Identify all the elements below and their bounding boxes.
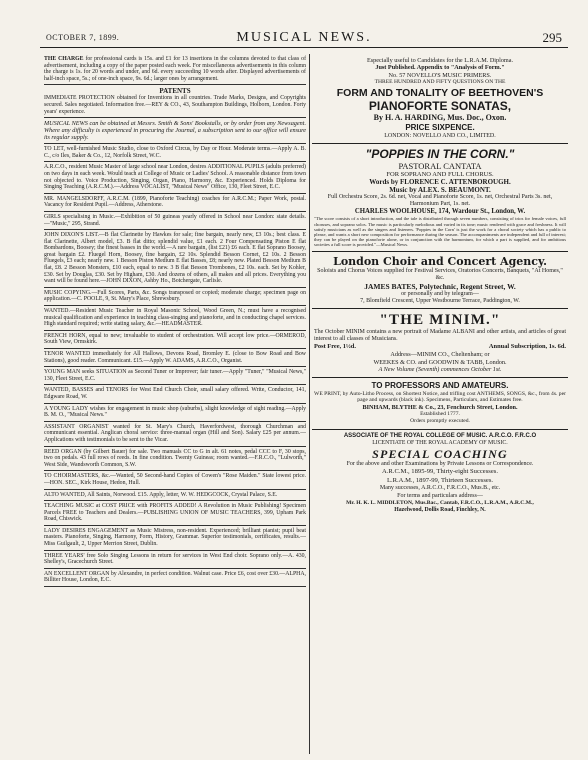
minim-volume: A New Volume (Seventh) commences October 1st. bbox=[378, 366, 502, 374]
beethoven-title1: FORM AND TONALITY OF BEETHOVEN'S bbox=[336, 86, 544, 99]
beethoven-line1: Especially useful to Candidates for the L.R.A.M. Diploma. bbox=[366, 57, 514, 64]
classified-ad: AN EXCELLENT ORGAN by Alexandre, in perfect condition. Walnut case. Price £6, cost over £30.—ALPHA, Billiter House, London, E.C. bbox=[44, 569, 306, 587]
beethoven-publisher: LONDON: NOVELLO AND CO., LIMITED. bbox=[384, 132, 496, 139]
beethoven-line2: Just Published. Appendix to "Analysis of Form." bbox=[375, 64, 505, 72]
classified-ad: A.R.C.O., resident Music Master of large school near London, desires ADDITIONAL PUPILS (adults preferred) on two days in each week. Would teach at College of Music or Ladies' School. A reasonable distance from town not objected to. Voice Production, Singing, Organ, Piano, Harmony, &c. Experienced. Holds Diploma for Singing Teaching (A.R.C.M.).—Address VOCALIST, "Musical News" Office, 130, Fleet Street, E.C. bbox=[44, 162, 306, 193]
left-column bbox=[44, 54, 306, 754]
poppies-review: "The score consists of a short introduction, and the tale is distributed through seven numbers, consisting of trios for female voices, full choruses, and soprano solos. The music is particularly melodious and varied in its tone; music rendered with grace and freshness. It will satisfy musicians as well as the singers and listeners. 'Poppies in the Corn' is just the work for a choral society which has a public to please, and wants a short new composition for performance during the season. The accompaniments are independent and full of interest; they can be played on the pianoforte alone, or in conjunction with the harmonium, for which a part is supplied, and for ambitious societies a full score is provided."—Musical News. bbox=[314, 216, 566, 248]
classified-ad: LADY DESIRES ENGAGEMENT as Music Mistress, non-resident. Experienced; brilliant pianist; pupil beat masters. Pianoforte, Singing, Harmony, Form, History, Grammar. Superior testimonials, certificates, results.—Miss Guilgault, 2, Upper Merrion Street, Dublin. bbox=[44, 526, 306, 551]
poppies-subtitle: PASTORAL CANTATA bbox=[398, 161, 482, 172]
page-header bbox=[40, 30, 568, 48]
agency-text2: or personally and by telegram— bbox=[401, 290, 479, 297]
coaching-name: Mr. H. K. L. MIDDLETON, Mus.Bac., Cantab, F.R.C.O., L.R.A.M., A.R.C.M., bbox=[346, 500, 534, 507]
beethoven-price: PRICE SIXPENCE. bbox=[405, 122, 475, 132]
minim-post: Post Free, 1½d. bbox=[314, 343, 356, 351]
charge-lead: THE CHARGE bbox=[44, 56, 84, 62]
distribution-notice: MUSICAL NEWS can be obtained at Messrs. Smith & Sons' Bookstalls, or by order from any Newsagent. Where any difficulty is experienced in procuring the Journal, a subscription sent to our office will ensure its regular supply. bbox=[44, 118, 306, 144]
poppies-for: FOR SOPRANO AND FULL CHORUS. bbox=[386, 171, 494, 179]
agency-title: London Choir and Concert Agency. bbox=[333, 254, 547, 268]
coaching-ad bbox=[312, 430, 568, 518]
classified-ad: TENOR WANTED immediately for All Hallows, Devons Road, Bromley E. (close to Bow Road and Bow Stations), good reader. Communicant. £15.—Apply W. ADAMS, A.R.C.O., Organist. bbox=[44, 349, 306, 367]
charge-notice bbox=[44, 54, 306, 85]
beethoven-ad bbox=[312, 54, 568, 144]
poppies-music: Music by ALEX. S. BEAUMONT. bbox=[389, 186, 491, 195]
poppies-ad bbox=[312, 144, 568, 252]
coaching-success3: Many successes, A.R.C.O., F.R.C.O., Mus.B., etc. bbox=[379, 485, 501, 492]
classified-ad: THREE YEARS' free Solo Singing Lessons in return for services in West End choir. Soprano only.—A. 430, Shelley's, Gracechurch Street. bbox=[44, 551, 306, 569]
poppies-title: "POPPIES IN THE CORN." bbox=[365, 147, 515, 162]
patents-text: IMMEDIATE PROTECTION obtained for Inventions in all countries. Trade Marks, Designs, and Copyrights secured. Sales negotiated. Information free.—REY & CO., 43, Southampton Buildings, Holborn, London. Forty years' experience. bbox=[44, 95, 306, 115]
agency-text1: Soloists and Chorus Voices supplied for Festival Services, Oratorios Concerts, Banquets, "At Homes," &c. bbox=[317, 267, 563, 281]
classified-ad: YOUNG MAN seeks SITUATION as Second Tuner or Improver; fair tuner.—Apply "Tuner," "Musical News," 130, Fleet Street, E.C. bbox=[44, 367, 306, 385]
professors-title: TO PROFESSORS AND AMATEURS. bbox=[371, 380, 509, 390]
classified-ad: A YOUNG LADY wishes for engagement in music shop (suburbs), slight knowledge of sight reading.—Apply B. M. O., "Musical News." bbox=[44, 404, 306, 422]
minim-title: "THE MINIM." bbox=[379, 312, 501, 329]
minim-ad bbox=[312, 309, 568, 377]
minim-address: Address—MINIM CO., Cheltenham; or bbox=[390, 351, 490, 359]
patents-heading: PATENTS bbox=[159, 87, 191, 96]
classified-ad: ALTO WANTED, All Saints, Norwood. £15. Apply, letter, W. W. HEDGCOCK, Crystal Palace, S.E. bbox=[44, 490, 306, 502]
classified-ads-list bbox=[44, 144, 306, 587]
coaching-address: Hazelwood, Dollis Road, Finchley, N. bbox=[394, 507, 486, 514]
classified-ad: WANTED.—Resident Music Teacher in Royal Masonic School, Wood Green, N.; must have a recognised musical qualification and experience in teaching class-singing and pianoforte, and in conducting chapel services. High standard required; write stating salary, &c.—HEADMASTER. bbox=[44, 306, 306, 331]
agency-name: JAMES BATES, Polytechnic, Regent Street, W. bbox=[364, 281, 516, 291]
coaching-terms: For terms and particulars address— bbox=[397, 492, 483, 499]
poppies-scores: Full Orchestra Score, 2s. 6d. net, Vocal and Pianoforte Score, 1s. net, Orchestral Parts 3s. net, Harmonium Part, 1s. net. bbox=[327, 194, 553, 208]
coaching-line2: LICENTIATE OF THE ROYAL ACADEMY OF MUSIC. bbox=[372, 440, 508, 447]
classified-ad: TEACHING MUSIC at COST PRICE with PROFITS ADDED! A Revolution in Music Publishing! Specimen Parcels FREE to Teachers and Dealers.—PUBLISHING UNION OF MUSIC TEACHERS, 399, Upham Park Road, Chiswick. bbox=[44, 501, 306, 526]
professors-orders: Orders promptly executed. bbox=[410, 418, 470, 425]
professors-name: BINHAM, BLYTHE & Co., 23, Fenchurch Street, London. bbox=[362, 403, 518, 411]
classified-ad: FRENCH HORN, equal to new; invaluable to student of orchestration. Will accept low price.—ORMEROD, South View, Ormskirk. bbox=[44, 331, 306, 349]
beethoven-author: By H. A. HARDING, Mus. Doc., Oxon. bbox=[373, 112, 507, 122]
charge-text: for professional cards is 15s. and £1 for 13 insertions in the columns devoted to that class of advertisement, including a copy of the paper posted each week. For miscellaneous advertisements in this column the charge is 1s. for 20 words and under, and 6d. every succeeding 10 words after. Displayed advertisements of half-inch space, 5s.; of one-inch space, 9s. 6d.; larger ones by arrangement. bbox=[44, 56, 306, 82]
classified-ad: JOHN DIXON'S LIST.—B flat Clarinette by Hawkes for sale; fine bargain, nearly new, £3 10s.; best class. E flat Clarinette, Albert model, £3. B flat ditto; splendid value, £1 each. 2 Four Compensating Piston E flat Bombardons, Boosey; the finest basses in the world.—A rare bargain, (list £21) £6 each. E flat Soprano Boosey, great bargain £2. Fluegel Horn, Boosey, fine bargain, £2 10s. Splendid Besson Cornet, £2 10s. 2 Besson Fluegels, £3 each; nearly new. 1 Besson Piston Medium E flat Basses, £8; nearly new. Plated Besson Medium B flat, £8. 2 Besson Monsters, £10 each, equal to new. 3 B flat Besson Trombones, £2 10s. each. Set by Kohler, £30. Set by Douglas, £30. Set by Higham, £30. And dozens of others, all makes and all prices. Everything you want will be found here.—JOHN DIXON, Ashby Ho., Botchergate, Carlisle. bbox=[44, 230, 306, 288]
professors-ad bbox=[312, 378, 568, 430]
beethoven-line4: THREE HUNDRED AND FIFTY QUESTIONS ON THE bbox=[374, 79, 506, 86]
classified-ad: REED ORGAN (by Gilbert Bauer) for sale. Two manuals CC to G in alt. 61 notes, pedal CCC to F, 30 stops, two on pedals. 43 full rows of reeds. In fine condition. Twenty Guineas; room wanted.—F.R.C.O., "Lulworth," West Side, Wandsworth Common, S.W. bbox=[44, 447, 306, 472]
coaching-success1: A.R.C.M., 1895-99, Thirty-eight Successes. bbox=[382, 468, 498, 476]
professors-established: Established 1777. bbox=[420, 410, 460, 417]
column-divider bbox=[309, 54, 310, 754]
coaching-title: SPECIAL COACHING bbox=[372, 447, 508, 462]
classified-ad: TO LET, well-furnished Music Studio, close to Oxford Circus, by Day or Hour. Moderate terms.—Apply A. B. C., c/o Iles, Baker & Co., 12, Norfolk Street, W.C. bbox=[44, 144, 306, 162]
right-column bbox=[312, 54, 568, 754]
classified-ad: ASSISTANT ORGANIST wanted for St. Mary's Church, Haverfordwest, thorough Churchman and communicant essential. Anglican choral service: three-manual organ (Hill and Son). Salary £25 per annum.—Applications with testimonials to be sent to the Vicar. bbox=[44, 422, 306, 447]
issue-date: OCTOBER 7, 1899. bbox=[46, 33, 120, 42]
minim-agents: WEEKES & CO. and GOODWIN & TABB, London. bbox=[373, 358, 507, 366]
coaching-success2: L.R.A.M., 1897-99, Thirteen Successes. bbox=[386, 476, 494, 484]
classified-ad: GIRLS specialising in Music.—Exhibition of 50 guineas yearly offered in School near London: state details.—"Music," 295, Strand. bbox=[44, 212, 306, 230]
minim-text: The October MINIM contains a new portrait of Madame ALBANI and other artists, and articles of great interest to all classes of Musicians. bbox=[314, 329, 566, 343]
coaching-line1: ASSOCIATE OF THE ROYAL COLLEGE OF MUSIC. A.R.C.O. F.R.C.O bbox=[343, 432, 537, 439]
page-number: 295 bbox=[542, 30, 562, 45]
poppies-words: Words by FLORENCE C. ATTENBOROUGH. bbox=[369, 178, 511, 187]
beethoven-title2: PIANOFORTE SONATAS, bbox=[368, 98, 512, 113]
classified-ad: TO CHOIRMASTERS, &c.—Wanted, 50 Second-hand Copies of Cowen's "Rose Maiden." State lowest price.—HON. SEC., Kirk House, Hedon, Hull. bbox=[44, 471, 306, 489]
classified-ad: WANTED, BASSES and TENORS for West End Church Choir, small salary offered. Write, Conductor, 141, Edgware Road, W. bbox=[44, 385, 306, 403]
classified-ad: MR. MANGELSDORFF, A.R.C.M. (1899, Pianoforte Teaching) coaches for A.R.C.M.; Paper Work, postal. Vacancy for Resident Pupil.—Address, Atherstone. bbox=[44, 194, 306, 212]
classified-ad: MUSIC COPYING.—Full Scores, Parts, &c. Songs transposed or copied; moderate charge; specimen page on application.—C. POOLE, 9, St. Mary's Place, Shrewsbury. bbox=[44, 288, 306, 306]
minim-subscription: Annual Subscription, 1s. 6d. bbox=[488, 343, 566, 351]
beethoven-line3: No. 57 NOVELLO'S MUSIC PRIMERS. bbox=[388, 71, 492, 79]
masthead-title: MUSICAL NEWS. bbox=[236, 30, 372, 45]
poppies-publisher: CHARLES WOOLHOUSE, 174, Wardour St., London, W. bbox=[354, 208, 526, 216]
agency-ad bbox=[312, 252, 568, 310]
minim-pricing-row bbox=[314, 343, 566, 351]
coaching-for: For the above and other Examinations by Private Lessons or Correspondence. bbox=[346, 461, 534, 468]
agency-address: 7, Blomfield Crescent, Upper Westbourne Terrace, Paddington, W. bbox=[360, 298, 520, 305]
professors-text: WE PRINT, by Auto-Litho Process, on Shortest Notice, and trifling cost ANTHEMS, SONGS, &c., from 4s. per page and upwards (black ink). Specimens, Particulars, and Estimates free. bbox=[314, 390, 566, 404]
patents-ad bbox=[44, 85, 306, 118]
